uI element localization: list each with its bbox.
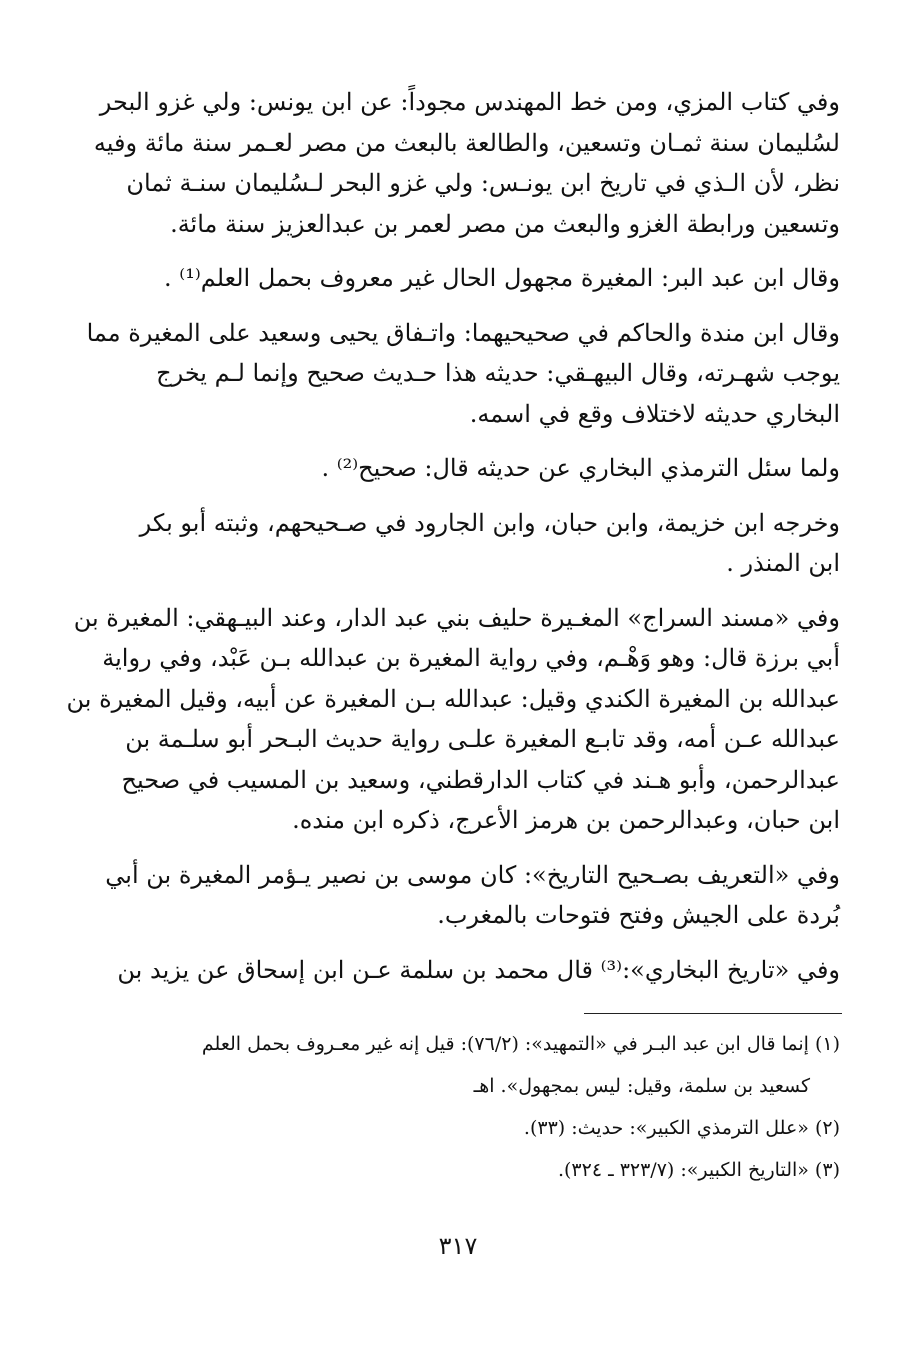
text-line: ابن المنذر . <box>726 549 840 577</box>
text-line: البخاري حديثه لاختلاف وقع في اسمه. <box>469 399 840 428</box>
text-line: أبي برزة قال: وهو وَهْـم، وفي رواية المغيرة بن عبدالله بـن عَبْد، وفي رواية <box>102 644 840 672</box>
text-line: عبدالله عـن أمه، وقد تابـع المغيرة علـى رواية حديث البـحر أبو سلـمة بن <box>125 725 840 753</box>
main-text <box>66 82 840 1004</box>
text-line: عبدالرحمن، وأبو هـند في كتاب الدارقطني، وسعيد بن المسيب في صحيح <box>121 765 840 794</box>
paragraph-2 <box>128 258 840 299</box>
paragraph-4 <box>128 448 840 489</box>
text-line: لسُليمان سنة ثمـان وتسعين، والطالعة بالبعث من مصر لعـمر سنة مائة وفيه <box>93 128 840 157</box>
text-line: وفي «تاريخ البخاري»:⁽³⁾ قال محمد بن سلمة عـن ابن إسحاق عن يزيد بن <box>117 955 840 984</box>
text-line: بُردة على الجيش وفتح فتوحات بالمغرب. <box>437 901 840 929</box>
footnote-3: (٣) «التاريخ الكبير»: (٣٢٣/٧ ـ ٣٢٤). <box>557 1159 840 1181</box>
text-line: وتسعين ورابطة الغزو والبعث من مصر لعمر بن عبدالعزيز سنة مائة. <box>170 209 840 238</box>
footnote-1: (١) إنما قال ابن عبد البـر في «التمهيد»: (٧٦/٢): قيل إنه غير معـروف بحمل العلم <box>201 1033 840 1055</box>
footnote-divider <box>584 1013 842 1014</box>
page-number: ٣١٧ <box>438 1232 478 1260</box>
text-line: نظر، لأن الـذي في تاريخ ابن يونـس: ولي غزو البحر لـسُليمان سنـة ثمان <box>126 169 840 197</box>
text-line: وفي «التعريف بصـحيح التاريخ»: كان موسى بن نصير يـؤمر المغيرة بن أبي <box>105 860 840 889</box>
paragraph-6 <box>66 598 840 841</box>
paragraph-5 <box>128 503 840 584</box>
text-line: عبدالله بن المغيرة الكندي وقيل: عبدالله بـن المغيرة عن أبيه، وقيل المغيرة بن <box>66 684 840 713</box>
text-line: وفي «مسند السراج» المغـيرة حليف بني عبد الدار، وعند البيـهقي: المغيرة بن <box>73 603 840 632</box>
footnote-1-continuation: كسعيد بن سلمة، وقيل: ليس بمجهول». اهـ <box>473 1075 810 1097</box>
text-line: وخرجه ابن خزيمة، وابن حبان، وابن الجارود في صـحيحهم، وثبته أبو بكر <box>139 508 840 537</box>
paragraph-3 <box>86 313 840 435</box>
footnotes <box>128 1028 840 1196</box>
paragraph-7 <box>105 855 840 936</box>
footnote-2: (٢) «علل الترمذي الكبير»: حديث: (٣٣). <box>523 1117 840 1139</box>
paragraph-8 <box>117 950 840 991</box>
paragraph-1 <box>93 82 840 244</box>
text-line: ابن حبان، وعبدالرحمن بن هرمز الأعرج، ذكره ابن منده. <box>292 806 840 834</box>
text-line: وقال ابن عبد البر: المغيرة مجهول الحال غير معروف بحمل العلم⁽¹⁾ . <box>164 264 840 292</box>
text-line: وفي كتاب المزي، ومن خط المهندس مجوداً: عن ابن يونس: ولي غزو البحر <box>99 88 840 116</box>
text-line: وقال ابن مندة والحاكم في صحيحيهما: واتـفاق يحيى وسعيد على المغيرة مما <box>86 318 840 347</box>
text-line: يوجب شهـرته، وقال البيهـقي: حديثه هذا حـديث صحيح وإنما لـم يخرج <box>156 359 840 387</box>
text-line: ولما سئل الترمذي البخاري عن حديثه قال: صحيح⁽²⁾ . <box>321 454 840 482</box>
